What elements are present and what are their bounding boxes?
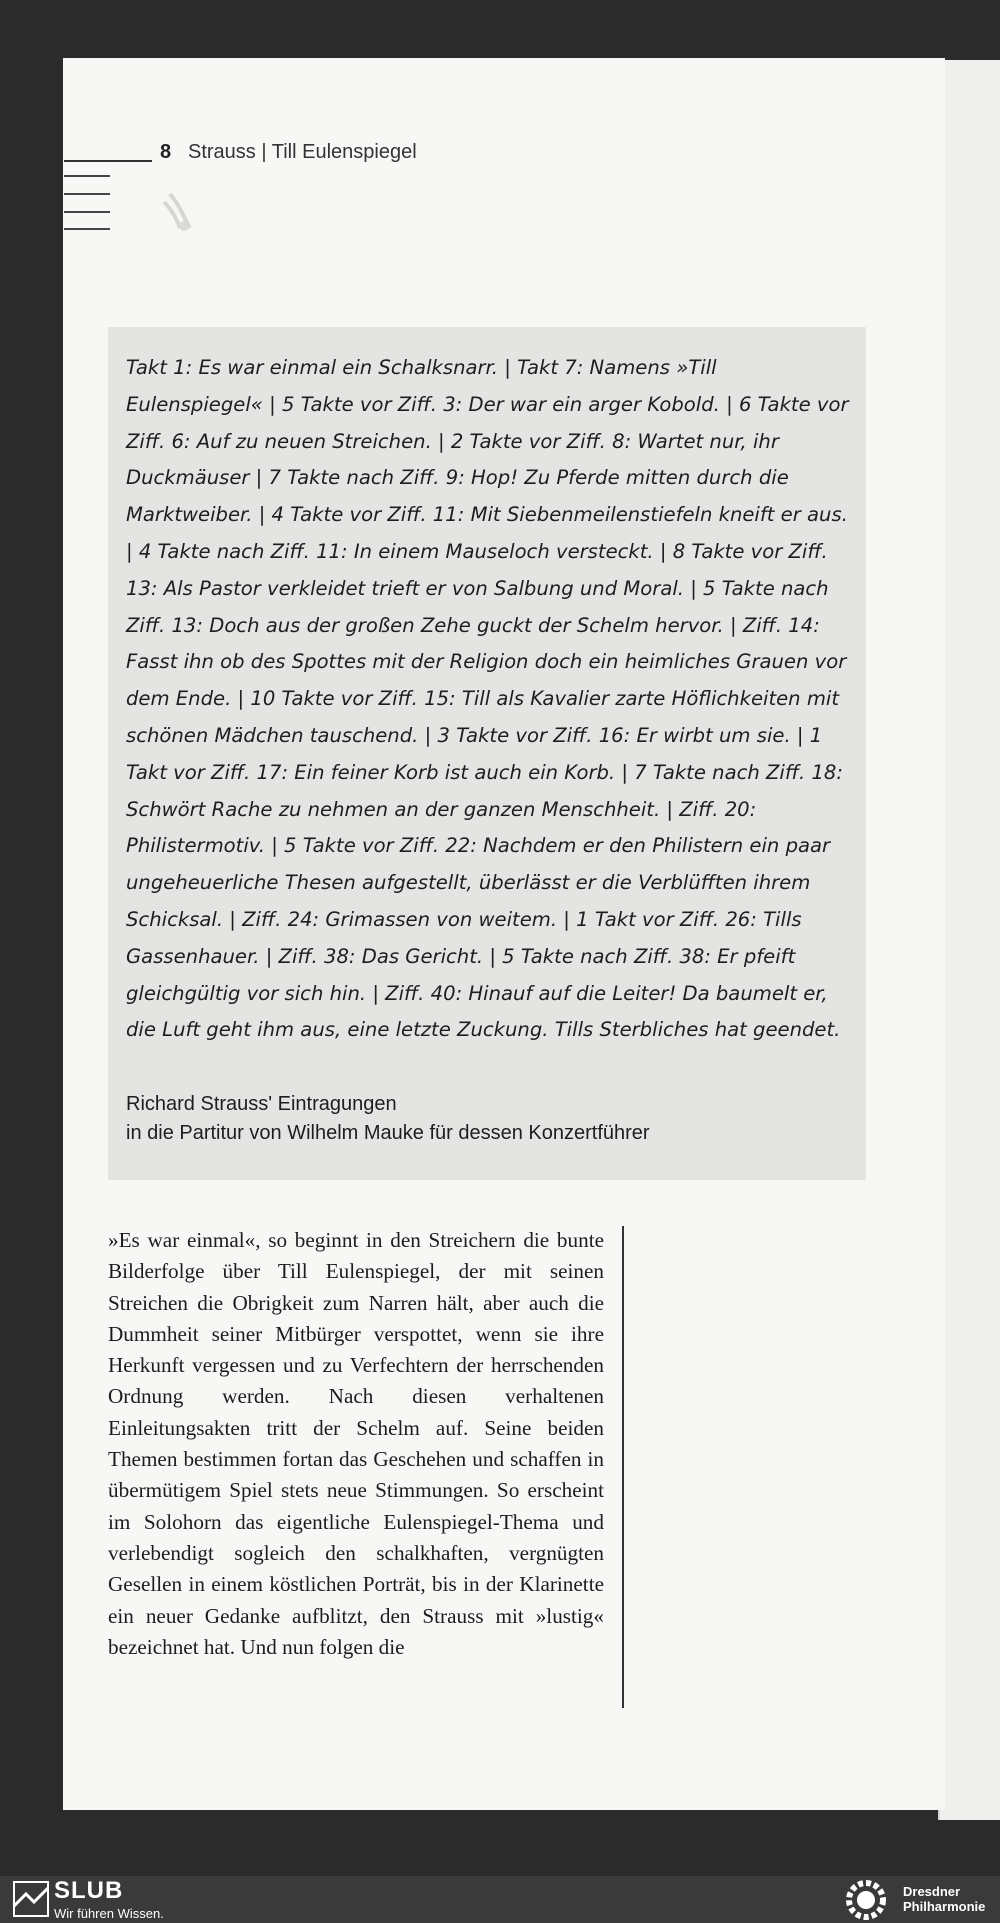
dresdner-philharmonie-line-2: Philharmonie (903, 1899, 986, 1914)
page-number: 8 (160, 141, 172, 163)
column-rule (622, 1226, 624, 1708)
dresdner-philharmonie-line-1: Dresdner (903, 1884, 961, 1899)
running-header-title: Strauss | Till Eulenspiegel (188, 141, 417, 163)
slub-logo-icon (12, 1880, 50, 1918)
show-through-logo (160, 188, 370, 238)
body-paragraph: »Es war einmal«, so beginnt in den Streichern die bunte Bilderfolge über Till Eulenspiegel, der mit seinen Streichen die Obrigkeit zum Narren hält, aber auch die Dummheit seiner Mitbürger verspottet, wenn sie ihre Herkunft vergessen und zu Verfechtern der herrschenden Ordnung werden. Nach diesen verhaltenen Einleitungsakten tritt der Schelm auf. Seine beiden Themen bestimmen fortan das Geschehen und schaffen in übermütigem Spiel stets neue Stimmungen. So erscheint im Solohorn das eigentliche Eulenspiegel-Thema und verlebendigt sogleich den schalkhaften, vergnügten Gesellen in einem köstlichen Porträt, bis in der Klarinette ein neuer Gedanke aufblitzt, den Strauss mit »lustig« bezeichnet hat. Und nun folgen die (108, 1228, 604, 1659)
quote-caption-line-1: Richard Strauss' Eintragungen (126, 1093, 397, 1115)
header-rule (64, 160, 152, 162)
dresdner-philharmonie-name (903, 1884, 985, 1914)
dresdner-philharmonie-logo-icon (840, 1879, 892, 1921)
slub-tagline: Wir führen Wissen. (54, 1906, 164, 1921)
strauss-annotations-quote: Takt 1: Es war einmal ein Schalksnarr. | Takt 7: Namens »Till Eulenspiegel« | 5 Takte vor Ziff. 3: Der war ein arger Kobold. | 6 Takte vor Ziff. 6: Auf zu neuen Streichen. | 2 Takte vor Ziff. 8: Wartet nur, ihr Duckmäuser | 7 Takte nach Ziff. 9: Hop! Zu Pferde mitten durch die Marktweiber. | 4 Takte vor Ziff. 11: Mit Siebenmeilenstiefeln kneift er aus. | 4 Takte nach Ziff. 11: In einem Mauseloch versteckt. | 8 Takte vor Ziff. 13: Als Pastor verkleidet trieft er von Salbung und Moral. | 5 Takte nach Ziff. 13: Doch aus der großen Zehe guckt der Schelm hervor. | Ziff. 14: Fasst ihn ob des Spottes mit der Religion doch ein heimliches Grauen vor dem Ende. | 10 Takte vor Ziff. 15: Till als Kavalier zarte Höflichkeiten mit schönen Mädchen tauschend. | 3 Takte vor Ziff. 16: Er wirbt um sie. | 1 Takt vor Ziff. 17: Ein feiner Korb ist auch ein Korb. | 7 Takte nach Ziff. 18: Schwört Rache zu nehmen an der ganzen Menschheit. | Ziff. 20: Philistermotiv. | 5 Takte vor Ziff. 22: Nachdem er den Philistern ein paar ungeheuerliche Thesen aufgestellt, überlässt er die Verblüfften ihrem Schicksal. | Ziff. 24: Grimassen von weitem. | 1 Takt vor Ziff. 26: Tills Gassenhauer. | Ziff. 38: Das Gericht. | 5 Takte nach Ziff. 38: Er pfeift gleichgültig vor sich hin. | Ziff. 40: Hinauf auf die Leiter! Da baumelt er, die Luft geht ihm aus, eine letzte Zuckung. Tills Sterbliches hat geendet. (126, 356, 849, 1042)
quote-caption-line-2: in die Partitur von Wilhelm Mauke für dessen Konzertführer (126, 1122, 650, 1144)
quote-caption (126, 1090, 856, 1148)
slub-name: SLUB (54, 1877, 124, 1904)
adjacent-page-edge (938, 60, 1000, 1820)
show-through-logo-icon (160, 188, 194, 232)
